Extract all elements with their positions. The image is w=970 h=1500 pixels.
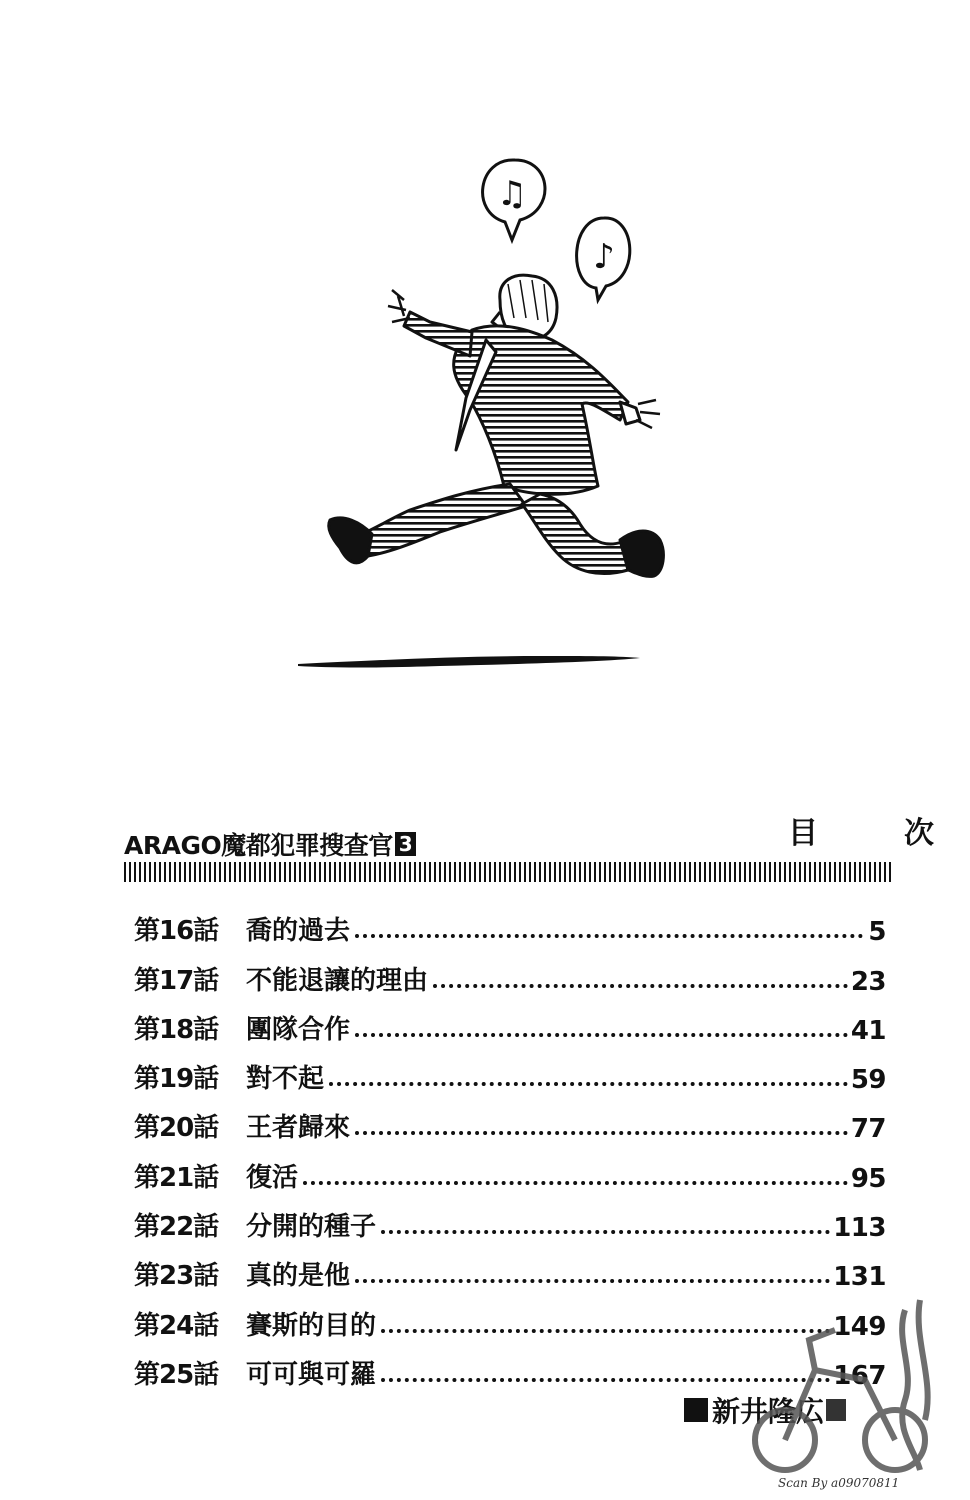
toc-entry — [134, 1046, 886, 1095]
chapter-title: 分開的種子 — [246, 1212, 377, 1243]
jumping-man-figure — [329, 275, 664, 576]
toc-entry — [134, 1144, 886, 1193]
dot-leader — [433, 984, 848, 988]
series-title — [124, 826, 416, 862]
author-name: 新井隆広 — [712, 1395, 825, 1428]
toc-heading: 目 次 — [788, 816, 962, 851]
scanner-watermark-logo — [745, 1280, 945, 1480]
toc-entry — [134, 1095, 886, 1144]
chapter-title: 復活 — [246, 1162, 299, 1193]
decorative-ruler — [124, 862, 891, 882]
page-number: 41 — [850, 1015, 886, 1046]
toc-entry — [134, 898, 886, 947]
ground-line — [298, 656, 640, 668]
music-note-icon: ♫ — [496, 174, 528, 214]
chapter-number: 第23話 — [134, 1261, 219, 1292]
dot-leader — [329, 1082, 848, 1086]
toc-entry — [134, 947, 886, 996]
chapter-number: 第19話 — [134, 1064, 219, 1095]
chapter-title: 團隊合作 — [246, 1014, 351, 1045]
page-number: 95 — [850, 1163, 886, 1194]
page-number: 167 — [833, 1360, 886, 1391]
chapter-title: 喬的過去 — [246, 916, 351, 947]
jumping-man-illustration — [0, 0, 970, 700]
chapter-number: 第21話 — [134, 1162, 219, 1193]
toc-entry — [134, 997, 886, 1046]
music-note-icon: ♪ — [593, 237, 615, 277]
dot-leader — [355, 934, 863, 938]
page-number: 23 — [850, 966, 886, 997]
music-note-bubble-1 — [483, 160, 545, 240]
chapter-title: 對不起 — [246, 1064, 325, 1095]
chapter-number: 第22話 — [134, 1212, 219, 1243]
page-number: 131 — [833, 1262, 886, 1293]
page-number: 77 — [850, 1114, 886, 1145]
page-number: 5 — [868, 917, 886, 948]
dot-leader — [355, 1131, 848, 1135]
chapter-title: 真的是他 — [246, 1261, 351, 1292]
chapter-title: 不能退讓的理由 — [246, 965, 429, 996]
chapter-number: 第20話 — [134, 1113, 219, 1144]
toc-entry — [134, 1194, 886, 1243]
chapter-number: 第16話 — [134, 916, 219, 947]
dot-leader — [355, 1033, 848, 1037]
chapter-number: 第24話 — [134, 1310, 219, 1341]
chapter-number: 第18話 — [134, 1014, 219, 1045]
chapter-title: 王者歸來 — [246, 1113, 351, 1144]
page-number: 113 — [833, 1213, 886, 1244]
chapter-number: 第17話 — [134, 965, 219, 996]
music-note-bubble-2 — [577, 218, 630, 300]
volume-badge: 3 — [395, 832, 416, 856]
chapter-title: 可可與可羅 — [246, 1359, 377, 1390]
square-bullet-icon — [684, 1398, 708, 1422]
page-number: 59 — [850, 1065, 886, 1096]
series-name: ARAGO魔都犯罪搜查官 — [124, 831, 393, 860]
page-number: 149 — [833, 1311, 886, 1342]
chapter-title: 賽斯的目的 — [246, 1310, 377, 1341]
dot-leader — [381, 1230, 830, 1234]
dot-leader — [303, 1181, 848, 1185]
scan-credit: Scan By a09070811 — [778, 1476, 900, 1490]
chapter-number: 第25話 — [134, 1359, 219, 1390]
